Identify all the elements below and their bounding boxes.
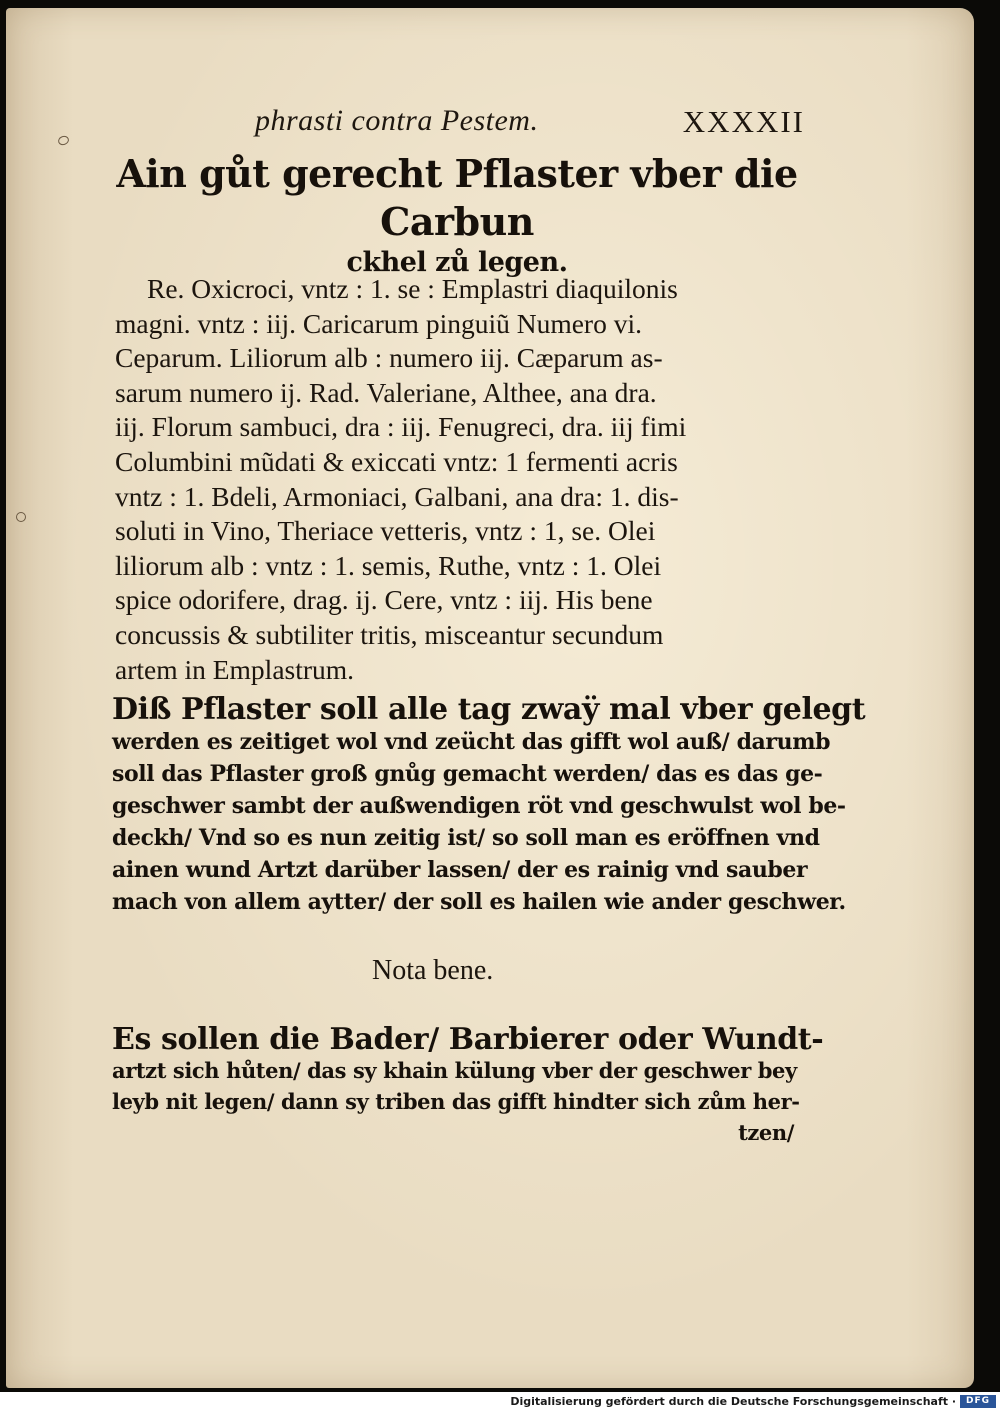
text-line: sarum numero ij. Rad. Valeriane, Althee, ana dra. [115, 376, 657, 408]
folio-number: XXXXII [682, 104, 805, 139]
text-line: Es sollen die Bader/ Barbierer oder Wundt- [112, 1022, 824, 1057]
text-line: concussis & subtiliter tritis, misceantur secundum [115, 618, 664, 650]
text-line: Re. Oxicroci, vntz : 1. se : Emplastri diaquilonis [147, 273, 678, 304]
text-line: magni. vntz : iij. Caricarum pinguiũ Numero vi. [115, 307, 642, 339]
title-line: ckhel zů legen. [346, 247, 568, 278]
text-line: werden es zeitiget wol vnd zeücht das gifft wol auß/ darumb [112, 729, 831, 755]
dfg-logo: DFG [960, 1395, 996, 1408]
title-line: Ain gůt gerecht Pflaster vber die Carbun [116, 151, 798, 244]
text-line: liliorum alb : vntz : 1. semis, Ruthe, vntz : 1. Olei [115, 549, 662, 581]
text-line: soluti in Vino, Theriace vetteris, vntz : 1, se. Olei [115, 515, 656, 547]
german-warning [112, 1022, 824, 1148]
page-header [255, 104, 805, 144]
running-title: phrasti contra Pestem. [255, 104, 539, 137]
german-instructions [112, 692, 866, 918]
text-line: Ceparum. Liliorum alb : numero iij. Cæparum as- [115, 342, 663, 374]
text-line: ainen wund Artzt darüber lassen/ der es rainig vnd sauber [112, 857, 808, 883]
text-line: artzt sich hůten/ das sy khain külung vber der geschwer bey [112, 1058, 797, 1083]
latin-recipe [115, 272, 805, 687]
text-line: tzen/ [738, 1120, 794, 1145]
nota-bene-heading: Nota bene. [372, 955, 494, 986]
paper-hole-mark [16, 512, 26, 522]
section-title [112, 150, 802, 280]
paper-hole-mark [57, 134, 70, 146]
text-line: vntz : 1. Bdeli, Armoniaci, Galbani, ana dra: 1. dis- [115, 480, 679, 512]
text-line: mach von allem aytter/ der soll es hailen wie ander geschwer. [112, 889, 846, 915]
footer-credit: Digitalisierung gefördert durch die Deutsche Forschungsgemeinschaft · [510, 1395, 956, 1408]
text-line: soll das Pflaster groß gnůg gemacht werden/ das es das ge- [112, 761, 823, 787]
text-line: Diß Pflaster soll alle tag zwaÿ mal vber gelegt [112, 692, 866, 727]
text-line: artem in Emplastrum. [115, 653, 355, 685]
text-line: leyb nit legen/ dann sy triben das gifft hindter sich zům her- [112, 1089, 800, 1114]
text-line: deckh/ Vnd so es nun zeitig ist/ so soll man es eröffnen vnd [112, 825, 820, 851]
text-line: geschwer sambt der außwendigen röt vnd geschwulst wol be- [112, 793, 846, 819]
text-line: iij. Florum sambuci, dra : iij. Fenugreci, dra. iij fimi [115, 411, 687, 443]
text-line: Columbini mũdati & exiccati vntz: 1 fermenti acris [115, 445, 678, 477]
digitization-footer [0, 1392, 1000, 1412]
text-line: spice odorifere, drag. ij. Cere, vntz : iij. His bene [115, 584, 653, 616]
